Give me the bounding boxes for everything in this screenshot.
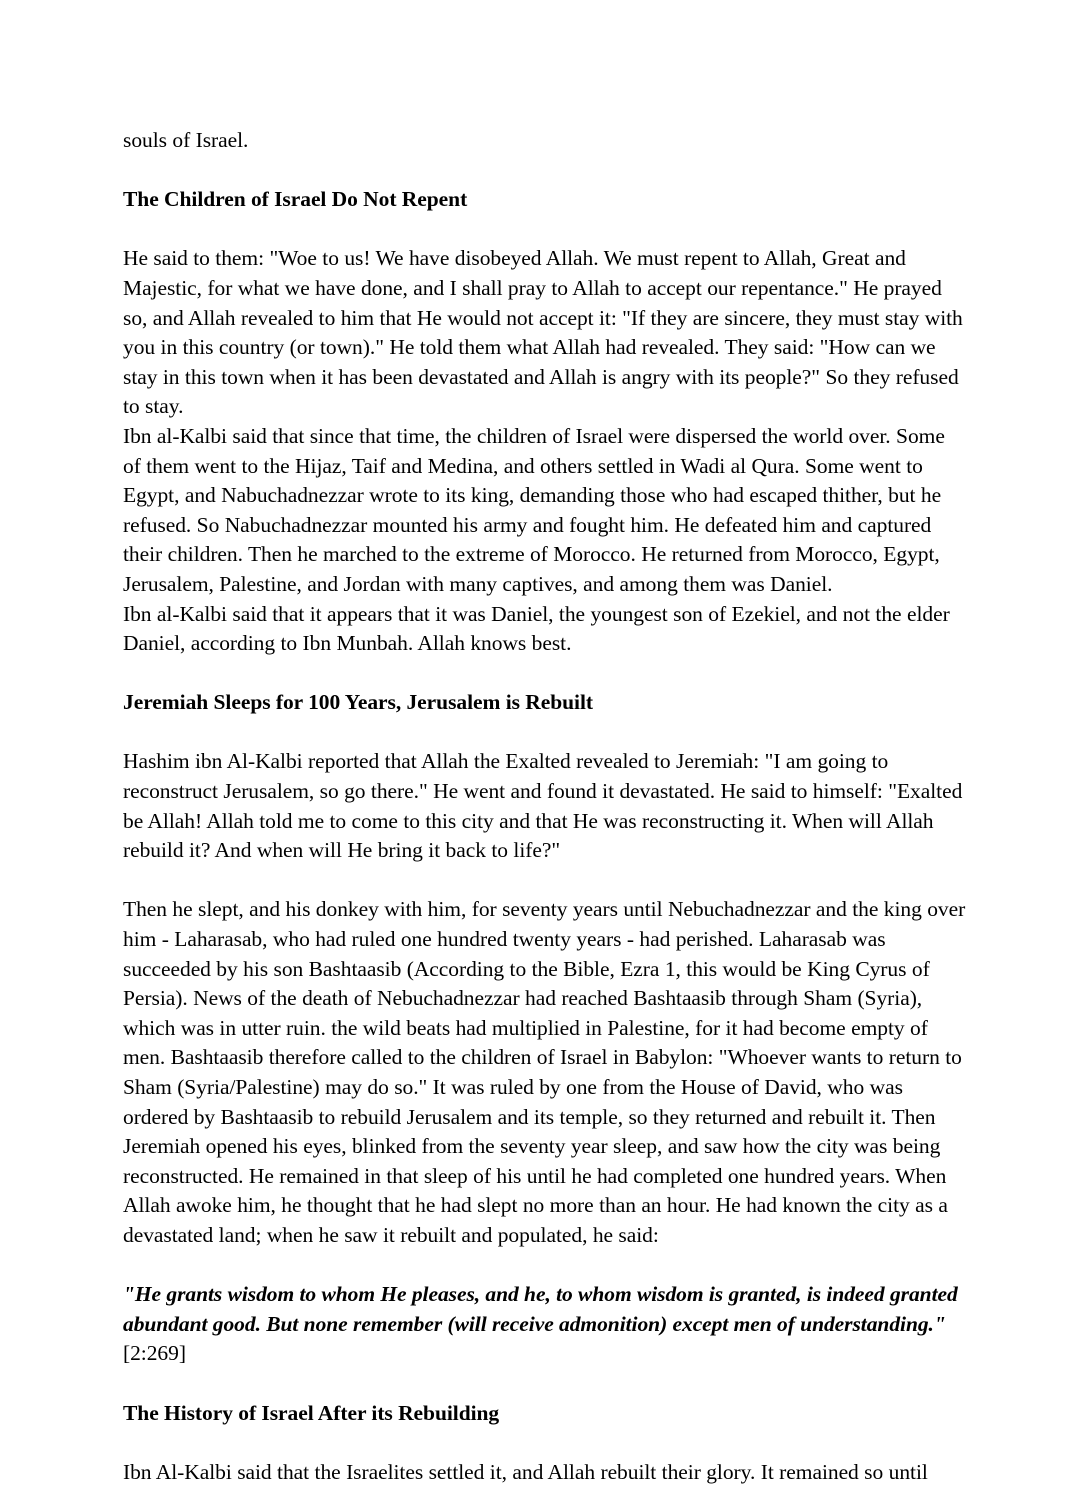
- document-body: [123, 126, 968, 1487]
- block-spacer: [123, 1251, 968, 1281]
- block-spacer: [123, 215, 968, 245]
- section-heading-history-of-israel: The History of Israel After its Rebuilding: [123, 1400, 500, 1425]
- block-spacer: [123, 866, 968, 896]
- section-heading-jeremiah-sleeps: Jeremiah Sleeps for 100 Years, Jerusalem is Rebuilt: [123, 690, 593, 715]
- paragraph: Ibn al-Kalbi said that it appears that it was Daniel, the youngest son of Ezekiel, and not the elder Daniel, according to Ibn Munbah. Allah knows best.: [123, 601, 950, 656]
- block-spacer: [123, 1369, 968, 1399]
- paragraph: Then he slept, and his donkey with him, for seventy years until Nebuchadnezzar and the king over him - Laharasab, who had ruled one hundred twenty years - had perished. Laharasab was succeeded by his son Bashtaasib (According to the Bible, Ezra 1, this would be King Cyrus of Persia). News of the death of Nebuchadnezzar had reached Bashtaasib through Sham (Syria), which was in utter ruin. the wild beats had multiplied in Palestine, for it had become empty of men. Bashtaasib therefore called to the children of Israel in Babylon: "Whoever wants to return to Sham (Syria/Palestine) may do so." It was ruled by one from the House of David, who was ordered by Bashtaasib to rebuild Jerusalem and its temple, so they returned and rebuilt it. Then Jeremiah opened his eyes, blinked from the seventy year sleep, and saw how the city was being reconstructed. He remained in that sleep of his until he had completed one hundred years. When Allah awoke him, he thought that he had slept no more than an hour. He had known the city as a devastated land; when he saw it rebuilt and populated, he said:: [123, 897, 966, 1247]
- block-spacer: [123, 156, 968, 186]
- block-spacer: [123, 718, 968, 748]
- quotation-reference: [2:269]: [123, 1341, 186, 1366]
- paragraph: He said to them: "Woe to us! We have disobeyed Allah. We must repent to Allah, Great and Majestic, for what we have done, and I shall pray to Allah to accept our repentance." He prayed so, and Allah revealed to him that He would not accept it: "If they are sincere, they must stay with you in this country (or town)." He told them what Allah had revealed. They said: "How can we stay in this town when it has been devastated and Allah is angry with its people?" So they refused to stay.: [123, 246, 963, 419]
- quotation-text: "He grants wisdom to whom He pleases, and he, to whom wisdom is granted, is indeed granted abundant good. But none remember (will receive admonition) except men of understanding.": [123, 1282, 958, 1336]
- paragraph: Ibn Al-Kalbi said that the Israelites settled it, and Allah rebuilt their glory. It remained so until: [123, 1459, 928, 1484]
- paragraph: Hashim ibn Al-Kalbi reported that Allah the Exalted revealed to Jeremiah: "I am going to reconstruct Jerusalem, so go there." He went and found it devastated. He said to himself: "Exalted be Allah! Allah told me to come to this city and that He was reconstructing it. When will Allah rebuild it? And when will He bring it back to life?": [123, 749, 963, 863]
- continuation-fragment: souls of Israel.: [123, 128, 249, 152]
- section-heading-children-of-israel: The Children of Israel Do Not Repent: [123, 187, 468, 212]
- paragraph: Ibn al-Kalbi said that since that time, the children of Israel were dispersed the world over. Some of them went to the Hijaz, Taif and Medina, and others settled in Wadi al Qura. Some went to Egypt, and Nabuchadnezzar wrote to its king, demanding those who had escaped thither, but he refused. So Nabuchadnezzar mounted his army and fought him. He defeated him and captured their children. Then he marched to the extreme of Morocco. He returned from Morocco, Egypt, Jerusalem, Palestine, and Jordan with many captives, and among them was Daniel.: [123, 423, 945, 596]
- quranic-quotation: [123, 1280, 968, 1369]
- block-spacer: [123, 659, 968, 689]
- block-spacer: [123, 1428, 968, 1458]
- section-body-children-of-israel: [123, 244, 968, 658]
